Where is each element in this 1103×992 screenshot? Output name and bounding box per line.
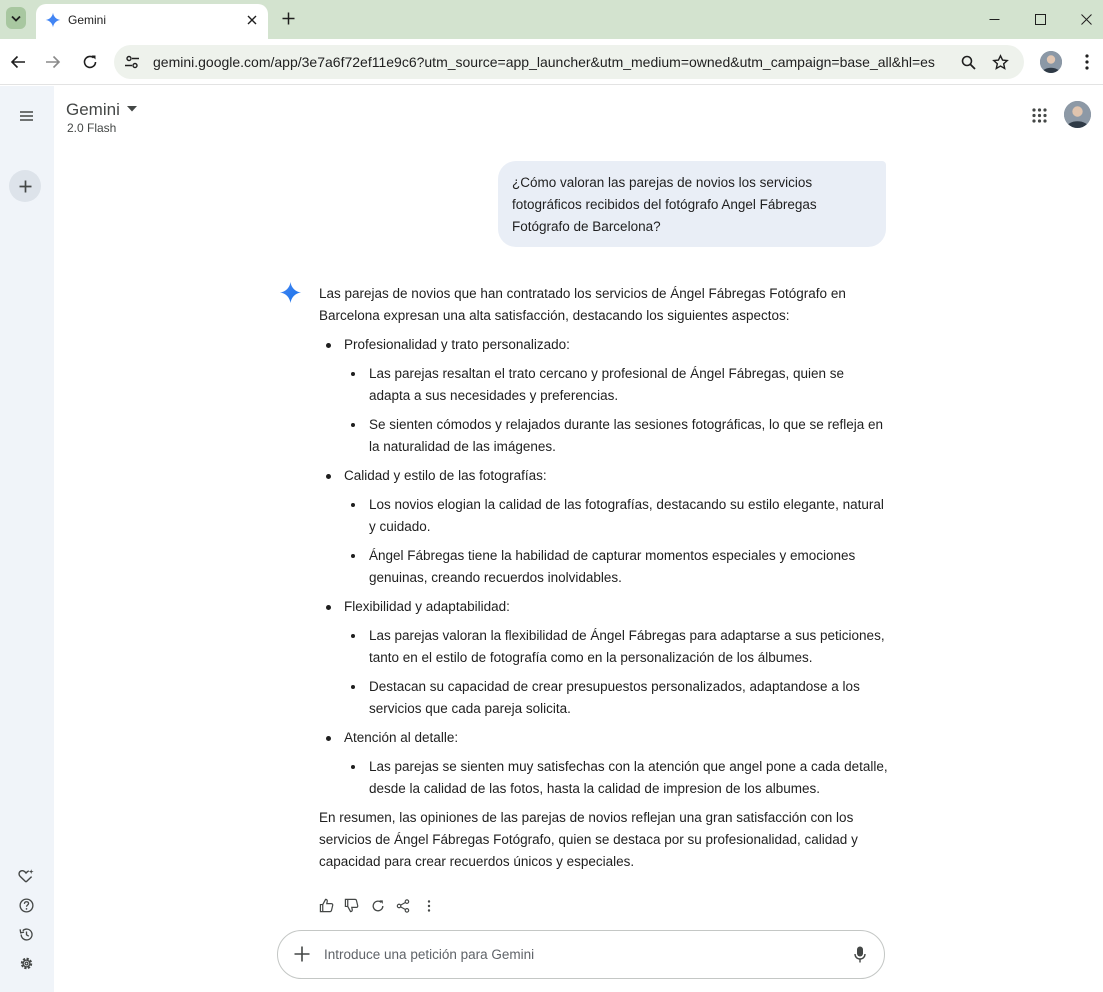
arrow-left-icon [10,54,26,70]
browser-tab[interactable] [36,4,268,39]
forward-button[interactable] [41,50,65,74]
response-summary: En resumen, las opiniones de las parejas de novios reflejan una gran satisfacción con los servicios de Ángel Fábregas Fotógrafo, quien se destaca por su profesionalidad, calidad y capacidad para crear recuerdos únicos y especiales. [319,810,858,869]
more-vert-icon [1085,54,1089,70]
sub-list [344,625,889,720]
activity-button[interactable] [11,919,41,949]
close-icon [247,15,257,25]
prompt-input[interactable] [324,943,824,965]
heart-sparkle-icon [18,868,34,884]
caret-down-icon[interactable] [127,106,137,112]
arrow-right-icon [45,54,61,70]
main-menu-button[interactable] [11,101,41,131]
prompt-input-box [277,930,885,979]
thumbs-up-icon [319,898,334,913]
tab-search-button[interactable] [6,7,26,29]
browser-tab-bar [0,0,1103,39]
section-title: Calidad y estilo de las fotografías: [344,468,547,483]
list-item [319,465,889,589]
refresh-icon [371,899,385,913]
share-button[interactable] [394,897,411,914]
close-icon [1081,14,1092,25]
user-prompt-bubble: ¿Cómo valoran las parejas de novios los servicios fotográficos recibidos del fotógrafo Angel Fábregas Fotógrafo de Barcelona? [498,161,886,247]
plus-icon [282,12,295,25]
new-chat-button[interactable] [9,170,41,202]
browser-toolbar [0,39,1103,85]
zoom-button[interactable] [958,52,978,72]
help-button[interactable] [11,890,41,920]
list-item: Ángel Fábregas tiene la habilidad de capturar momentos especiales y emociones genuinas, creando recuerdos inolvidables. [344,545,889,589]
tab-title: Gemini [68,13,107,27]
browser-menu-button[interactable] [1078,51,1096,73]
plus-icon [19,180,32,193]
site-info-button[interactable] [122,52,142,72]
person-icon [1040,51,1062,73]
list-item: Las parejas se sienten muy satisfechas con la atención que angel pone a cada detalle, desde la calidad de las fotos, hasta la calidad de impresion de los albumes. [344,756,889,800]
person-icon [1064,101,1091,128]
list-item: Se sienten cómodos y relajados durante las sesiones fotográficas, lo que se refleja en la naturalidad de las imágenes. [344,414,889,458]
response-list [319,334,889,800]
star-icon [992,54,1009,71]
list-item [319,334,889,458]
thumbs-down-button[interactable] [343,897,360,914]
gear-icon [19,956,34,971]
app-title[interactable]: Gemini [66,100,120,119]
history-icon [19,927,34,942]
account-avatar[interactable] [1064,101,1091,128]
section-title: Profesionalidad y trato personalizado: [344,337,570,352]
minimize-button[interactable] [983,8,1005,30]
apps-grid-icon [1032,108,1047,123]
maximize-button[interactable] [1029,8,1051,30]
response-intro: Las parejas de novios que han contratado los servicios de Ángel Fábregas Fotógrafo en Barcelona expresan una alta satisfacción, destacando los siguientes aspectos: [319,286,846,323]
back-button[interactable] [6,50,30,74]
menu-icon [20,111,33,121]
list-item: Los novios elogian la calidad de las fotografías, destacando su estilo elegante, natural y cuidado. [344,494,889,538]
new-tab-button[interactable] [278,8,298,28]
url-text: gemini.google.com/app/3e7a6f72ef11e9c6?utm_source=app_launcher&utm_medium=owned&utm_campaign=base_all&hl=es [153,54,935,70]
close-tab-button[interactable] [243,11,261,29]
tune-icon [124,54,140,70]
gemini-sparkle-icon [279,281,302,304]
gemini-sparkle-icon [45,12,61,28]
close-window-button[interactable] [1075,8,1097,30]
help-icon [19,898,34,913]
reload-button[interactable] [78,50,102,74]
address-bar[interactable] [114,45,1024,79]
microphone-button[interactable] [850,944,870,964]
gemini-response [319,283,889,873]
upload-button[interactable] [292,944,312,964]
google-apps-button[interactable] [1028,104,1050,126]
sub-list [344,756,889,800]
thumbs-up-button[interactable] [318,897,335,914]
list-item [319,596,889,720]
chevron-down-icon [11,15,21,22]
settings-button[interactable] [11,948,41,978]
gems-button[interactable] [11,861,41,891]
more-options-button[interactable] [420,897,437,914]
bookmark-button[interactable] [990,52,1010,72]
section-title: Flexibilidad y adaptabilidad: [344,599,510,614]
list-item: Las parejas valoran la flexibilidad de Ángel Fábregas para adaptarse a sus peticiones, tanto en el estilo de fotografía como en la personalización de los álbumes. [344,625,889,669]
maximize-icon [1035,14,1046,25]
sub-list [344,363,889,458]
section-title: Atención al detalle: [344,730,459,745]
reload-icon [82,54,98,70]
list-item: Las parejas resaltan el trato cercano y profesional de Ángel Fábregas, quien se adapta a sus necesidades y preferencias. [344,363,889,407]
sub-list [344,494,889,589]
model-version-label: 2.0 Flash [67,121,117,135]
thumbs-down-icon [344,898,359,913]
microphone-icon [854,946,866,963]
minimize-icon [989,14,1000,25]
more-vert-icon [427,900,431,912]
plus-icon [294,946,310,962]
regenerate-button[interactable] [369,897,386,914]
zoom-icon [961,55,976,70]
list-item [319,727,889,800]
side-rail [0,86,54,992]
browser-profile-avatar[interactable] [1040,51,1062,73]
list-item: Destacan su capacidad de crear presupuestos personalizados, adaptandose a los servicios que cada pareja solicita. [344,676,889,720]
share-icon [396,899,410,913]
